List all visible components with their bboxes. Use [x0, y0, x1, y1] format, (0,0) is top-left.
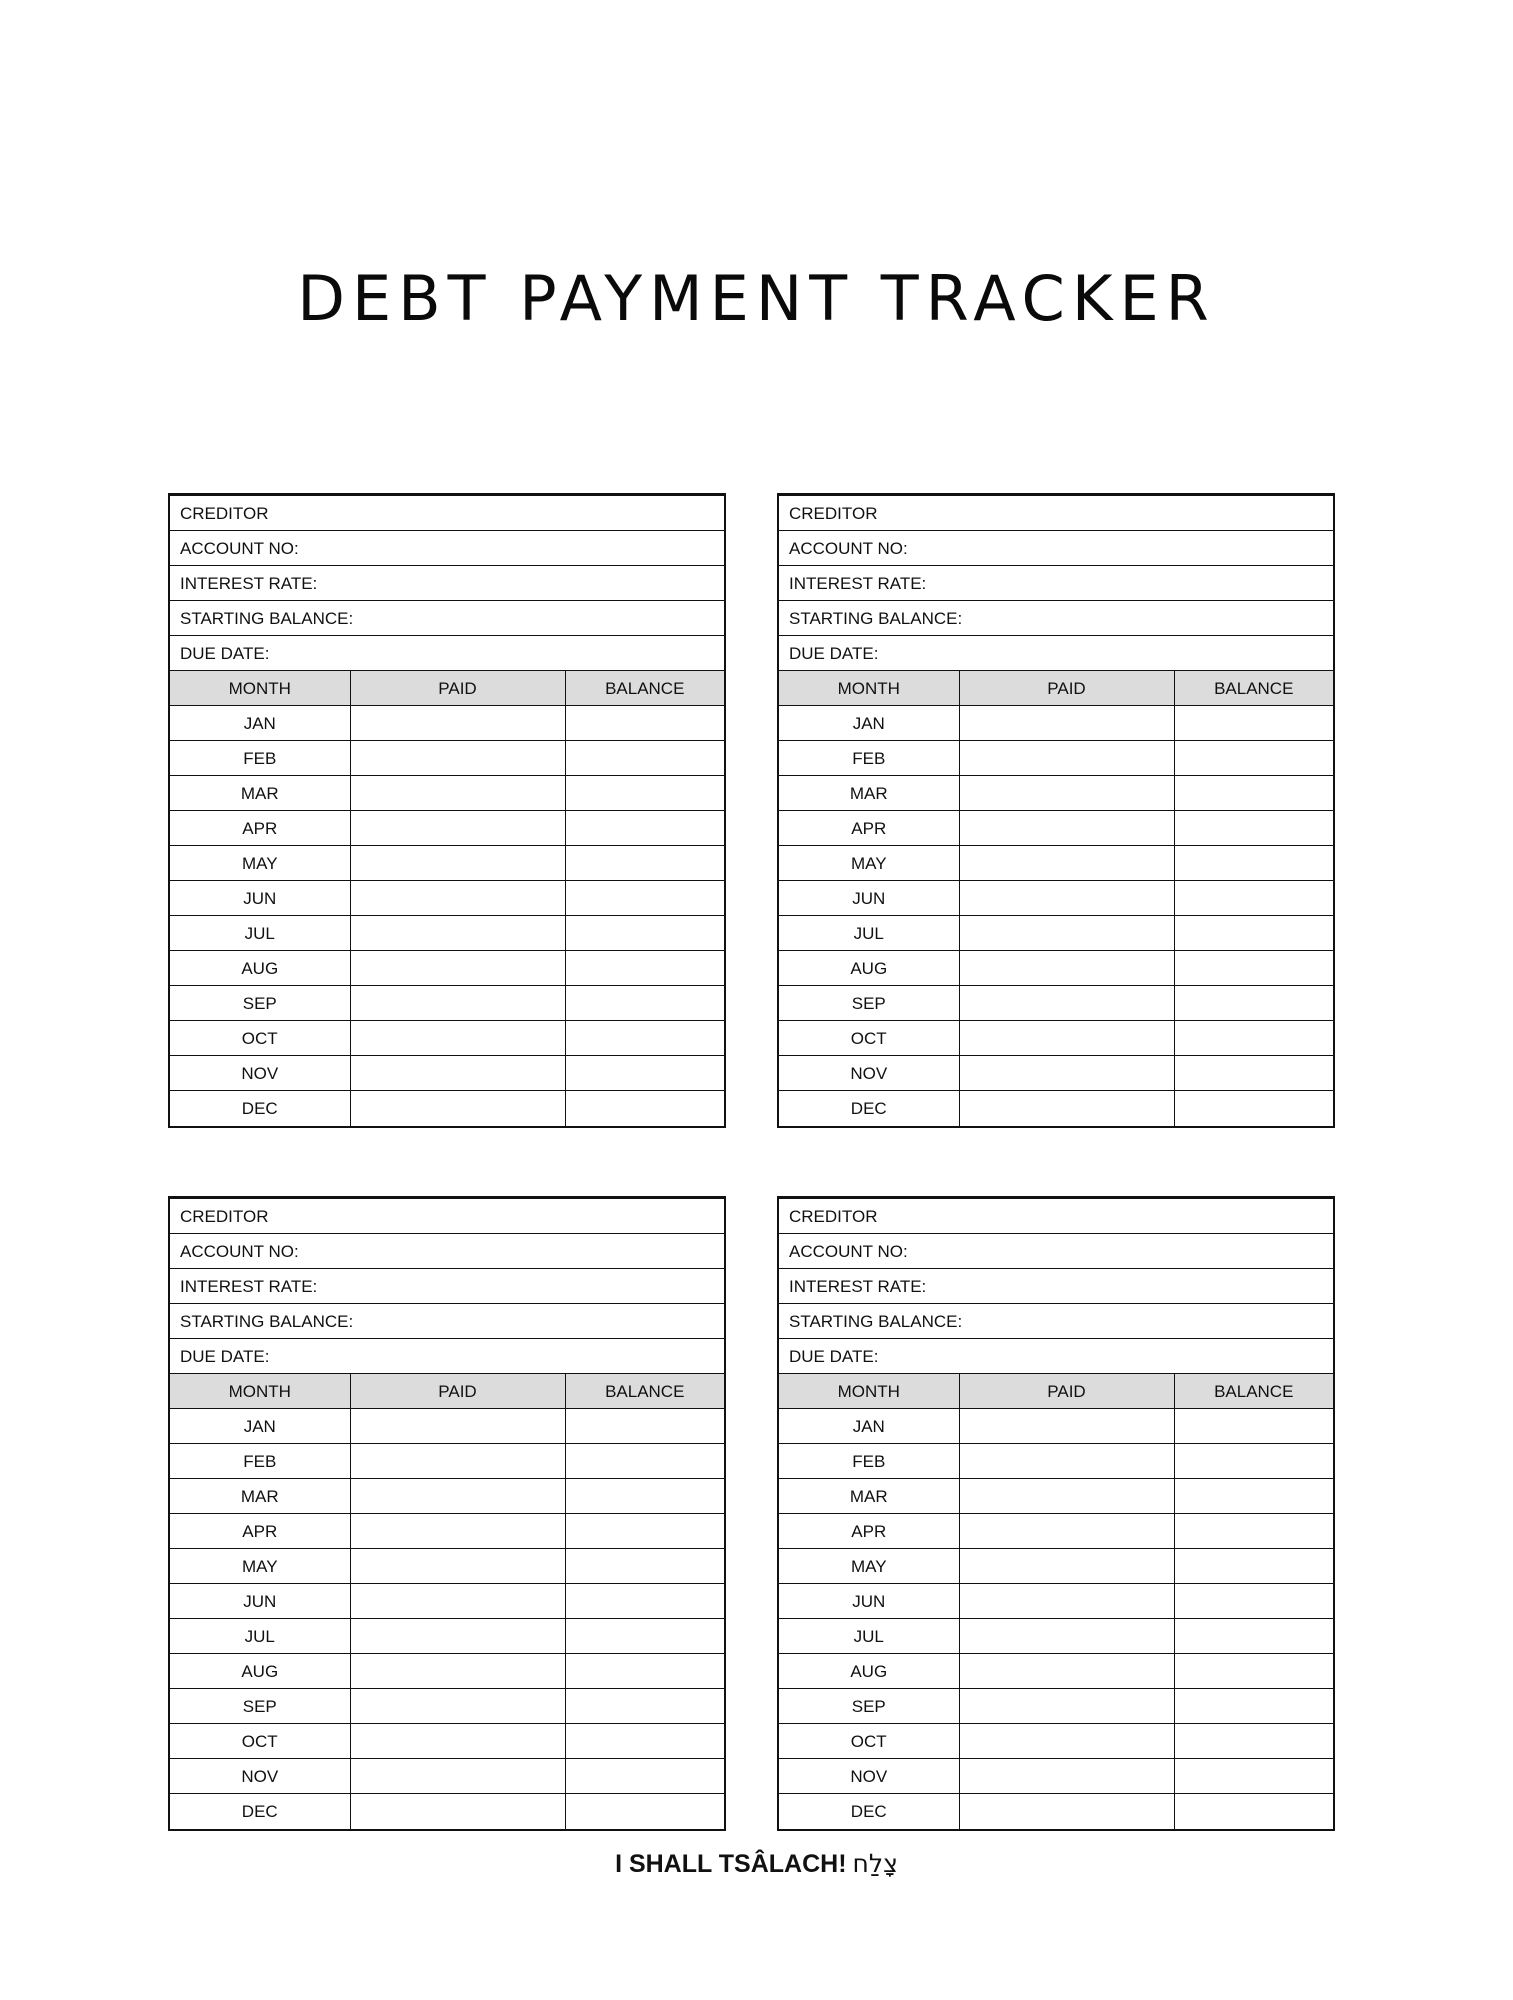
month-label: MAY — [170, 1549, 350, 1584]
paid-cell[interactable] — [350, 916, 565, 951]
month-row — [779, 1794, 1333, 1829]
balance-cell[interactable] — [565, 1619, 724, 1654]
info-row — [779, 531, 1333, 566]
balance-cell[interactable] — [1174, 916, 1333, 951]
paid-cell[interactable] — [959, 1444, 1174, 1479]
month-label: MAY — [779, 1549, 959, 1584]
month-label: FEB — [170, 741, 350, 776]
month-label: FEB — [779, 741, 959, 776]
month-row — [779, 916, 1333, 951]
info-row — [779, 601, 1333, 636]
column-header: PAID — [350, 1374, 565, 1409]
column-header: MONTH — [170, 1374, 350, 1409]
info-row — [170, 1199, 724, 1234]
paid-cell[interactable] — [959, 846, 1174, 881]
field-label[interactable]: ACCOUNT NO: — [779, 531, 1333, 566]
month-row — [779, 741, 1333, 776]
column-header: PAID — [350, 671, 565, 706]
paid-cell[interactable] — [350, 1056, 565, 1091]
month-label: MAY — [170, 846, 350, 881]
paid-cell[interactable] — [959, 986, 1174, 1021]
balance-cell[interactable] — [1174, 706, 1333, 741]
balance-cell[interactable] — [1174, 741, 1333, 776]
info-row — [779, 1339, 1333, 1374]
month-row — [779, 881, 1333, 916]
month-label: JAN — [779, 706, 959, 741]
month-row — [170, 1584, 724, 1619]
month-row — [170, 1409, 724, 1444]
balance-cell[interactable] — [1174, 1794, 1333, 1829]
balance-cell[interactable] — [1174, 881, 1333, 916]
paid-cell[interactable] — [959, 916, 1174, 951]
column-header: BALANCE — [565, 1374, 724, 1409]
field-label[interactable]: DUE DATE: — [779, 636, 1333, 671]
paid-cell[interactable] — [350, 706, 565, 741]
month-label: JUL — [170, 916, 350, 951]
debt-tracker-3 — [168, 1196, 726, 1831]
column-header: BALANCE — [1174, 1374, 1333, 1409]
balance-cell[interactable] — [1174, 1619, 1333, 1654]
balance-cell[interactable] — [1174, 1514, 1333, 1549]
paid-cell[interactable] — [959, 1409, 1174, 1444]
month-label: APR — [779, 1514, 959, 1549]
paid-cell[interactable] — [350, 1759, 565, 1794]
column-header: PAID — [959, 671, 1174, 706]
info-row — [779, 636, 1333, 671]
balance-cell[interactable] — [565, 1549, 724, 1584]
info-row — [779, 566, 1333, 601]
debt-tracker-4 — [777, 1196, 1335, 1831]
month-row — [170, 811, 724, 846]
month-label: AUG — [779, 951, 959, 986]
field-label[interactable]: INTEREST RATE: — [779, 1269, 1333, 1304]
field-label[interactable]: STARTING BALANCE: — [170, 1304, 724, 1339]
paid-cell[interactable] — [350, 1021, 565, 1056]
paid-cell[interactable] — [350, 1549, 565, 1584]
field-label[interactable]: DUE DATE: — [170, 1339, 724, 1374]
info-row — [779, 1304, 1333, 1339]
month-label: APR — [170, 811, 350, 846]
tracker-table — [170, 1198, 724, 1829]
info-row — [779, 1199, 1333, 1234]
month-row — [779, 951, 1333, 986]
month-row — [779, 776, 1333, 811]
balance-cell[interactable] — [1174, 1689, 1333, 1724]
balance-cell[interactable] — [565, 741, 724, 776]
field-label[interactable]: INTEREST RATE: — [170, 1269, 724, 1304]
paid-cell[interactable] — [959, 1091, 1174, 1126]
balance-cell[interactable] — [1174, 1056, 1333, 1091]
month-row — [779, 986, 1333, 1021]
info-row — [779, 1269, 1333, 1304]
month-label: OCT — [170, 1724, 350, 1759]
month-label: OCT — [779, 1724, 959, 1759]
paid-cell[interactable] — [959, 1654, 1174, 1689]
field-label[interactable]: STARTING BALANCE: — [779, 1304, 1333, 1339]
month-label: SEP — [779, 986, 959, 1021]
balance-cell[interactable] — [1174, 1759, 1333, 1794]
month-row — [170, 1759, 724, 1794]
paid-cell[interactable] — [350, 1724, 565, 1759]
field-label[interactable]: INTEREST RATE: — [170, 566, 724, 601]
paid-cell[interactable] — [959, 1021, 1174, 1056]
field-label[interactable]: STARTING BALANCE: — [170, 601, 724, 636]
month-label: NOV — [779, 1056, 959, 1091]
month-row — [779, 1689, 1333, 1724]
tracker-table — [779, 495, 1333, 1126]
balance-cell[interactable] — [565, 1056, 724, 1091]
paid-cell[interactable] — [350, 1091, 565, 1126]
paid-cell[interactable] — [959, 1619, 1174, 1654]
month-row — [170, 1654, 724, 1689]
balance-cell[interactable] — [1174, 1021, 1333, 1056]
balance-cell[interactable] — [565, 1409, 724, 1444]
debt-tracker-1 — [168, 493, 726, 1128]
month-label: DEC — [170, 1794, 350, 1829]
month-label: APR — [170, 1514, 350, 1549]
paid-cell[interactable] — [959, 881, 1174, 916]
month-row — [170, 1794, 724, 1829]
month-row — [779, 1409, 1333, 1444]
balance-cell[interactable] — [565, 1794, 724, 1829]
footer-motto — [0, 1848, 1513, 1880]
balance-cell[interactable] — [565, 1584, 724, 1619]
paid-cell[interactable] — [350, 741, 565, 776]
month-row — [779, 1056, 1333, 1091]
month-row — [170, 1479, 724, 1514]
balance-cell[interactable] — [565, 1444, 724, 1479]
field-label[interactable]: ACCOUNT NO: — [170, 531, 724, 566]
paid-cell[interactable] — [959, 1724, 1174, 1759]
month-label: AUG — [170, 951, 350, 986]
column-header: PAID — [959, 1374, 1174, 1409]
column-header: MONTH — [170, 671, 350, 706]
paid-cell[interactable] — [350, 1479, 565, 1514]
month-label: JAN — [170, 706, 350, 741]
balance-cell[interactable] — [565, 916, 724, 951]
month-row — [779, 1021, 1333, 1056]
balance-cell[interactable] — [565, 1759, 724, 1794]
tracker-table — [779, 1198, 1333, 1829]
paid-cell[interactable] — [959, 1584, 1174, 1619]
field-label[interactable]: CREDITOR — [779, 496, 1333, 531]
month-label: DEC — [779, 1091, 959, 1126]
month-row — [779, 1091, 1333, 1126]
balance-cell[interactable] — [565, 1021, 724, 1056]
month-label: JUL — [170, 1619, 350, 1654]
month-row — [779, 1619, 1333, 1654]
month-label: DEC — [779, 1794, 959, 1829]
field-label[interactable]: STARTING BALANCE: — [779, 601, 1333, 636]
balance-cell[interactable] — [1174, 811, 1333, 846]
month-row — [170, 1444, 724, 1479]
month-label: OCT — [170, 1021, 350, 1056]
month-row — [170, 1514, 724, 1549]
month-row — [779, 1479, 1333, 1514]
month-label: JUN — [779, 881, 959, 916]
field-label[interactable]: ACCOUNT NO: — [170, 1234, 724, 1269]
month-label: JUN — [170, 881, 350, 916]
month-label: AUG — [170, 1654, 350, 1689]
balance-cell[interactable] — [565, 1724, 724, 1759]
month-row — [170, 1056, 724, 1091]
month-label: JAN — [170, 1409, 350, 1444]
field-label[interactable]: DUE DATE: — [779, 1339, 1333, 1374]
balance-cell[interactable] — [1174, 1724, 1333, 1759]
paid-cell[interactable] — [350, 1619, 565, 1654]
info-row — [779, 496, 1333, 531]
column-header-row — [779, 671, 1333, 706]
paid-cell[interactable] — [350, 1409, 565, 1444]
month-row — [779, 1444, 1333, 1479]
info-row — [170, 601, 724, 636]
column-header: MONTH — [779, 1374, 959, 1409]
info-row — [170, 1304, 724, 1339]
balance-cell[interactable] — [1174, 1479, 1333, 1514]
month-row — [779, 1514, 1333, 1549]
info-row — [170, 1269, 724, 1304]
paid-cell[interactable] — [350, 1794, 565, 1829]
month-row — [779, 1759, 1333, 1794]
month-row — [779, 1584, 1333, 1619]
column-header-row — [779, 1374, 1333, 1409]
balance-cell[interactable] — [1174, 1409, 1333, 1444]
month-label: JUN — [170, 1584, 350, 1619]
footer-text: I SHALL TSÂLACH! — [615, 1850, 847, 1878]
info-row — [170, 496, 724, 531]
balance-cell[interactable] — [1174, 846, 1333, 881]
paid-cell[interactable] — [959, 951, 1174, 986]
month-row — [170, 1619, 724, 1654]
balance-cell[interactable] — [565, 1514, 724, 1549]
month-label: AUG — [779, 1654, 959, 1689]
balance-cell[interactable] — [565, 986, 724, 1021]
balance-cell[interactable] — [1174, 776, 1333, 811]
balance-cell[interactable] — [565, 881, 724, 916]
month-label: DEC — [170, 1091, 350, 1126]
balance-cell[interactable] — [565, 1689, 724, 1724]
paid-cell[interactable] — [350, 811, 565, 846]
info-row — [170, 1339, 724, 1374]
paid-cell[interactable] — [959, 1479, 1174, 1514]
paid-cell[interactable] — [350, 1444, 565, 1479]
balance-cell[interactable] — [1174, 1091, 1333, 1126]
balance-cell[interactable] — [1174, 1549, 1333, 1584]
month-row — [170, 1689, 724, 1724]
balance-cell[interactable] — [1174, 1654, 1333, 1689]
balance-cell[interactable] — [565, 1091, 724, 1126]
balance-cell[interactable] — [565, 846, 724, 881]
month-label: JAN — [779, 1409, 959, 1444]
month-row — [779, 706, 1333, 741]
paid-cell[interactable] — [959, 1689, 1174, 1724]
paid-cell[interactable] — [350, 846, 565, 881]
month-row — [170, 986, 724, 1021]
paid-cell[interactable] — [350, 951, 565, 986]
paid-cell[interactable] — [959, 1759, 1174, 1794]
column-header: BALANCE — [1174, 671, 1333, 706]
month-row — [779, 811, 1333, 846]
column-header: BALANCE — [565, 671, 724, 706]
footer-hebrew: צָלַח — [852, 1849, 898, 1878]
month-label: NOV — [170, 1056, 350, 1091]
debt-tracker-2 — [777, 493, 1335, 1128]
month-row — [779, 1654, 1333, 1689]
balance-cell[interactable] — [565, 951, 724, 986]
info-row — [170, 636, 724, 671]
info-row — [170, 1234, 724, 1269]
balance-cell[interactable] — [1174, 986, 1333, 1021]
info-row — [170, 566, 724, 601]
paid-cell[interactable] — [350, 1514, 565, 1549]
month-label: JUN — [779, 1584, 959, 1619]
month-row — [170, 1021, 724, 1056]
page-title: DEBT PAYMENT TRACKER — [297, 262, 1216, 335]
column-header-row — [170, 671, 724, 706]
month-row — [779, 1549, 1333, 1584]
tracker-table — [170, 495, 724, 1126]
paid-cell[interactable] — [350, 1654, 565, 1689]
paid-cell[interactable] — [350, 881, 565, 916]
balance-cell[interactable] — [1174, 1584, 1333, 1619]
paid-cell[interactable] — [959, 776, 1174, 811]
month-label: NOV — [779, 1759, 959, 1794]
month-label: OCT — [779, 1021, 959, 1056]
paid-cell[interactable] — [959, 706, 1174, 741]
field-label[interactable]: CREDITOR — [170, 1199, 724, 1234]
month-label: SEP — [170, 1689, 350, 1724]
field-label[interactable]: ACCOUNT NO: — [779, 1234, 1333, 1269]
balance-cell[interactable] — [1174, 1444, 1333, 1479]
paid-cell[interactable] — [959, 1549, 1174, 1584]
info-row — [779, 1234, 1333, 1269]
column-header: MONTH — [779, 671, 959, 706]
balance-cell[interactable] — [1174, 951, 1333, 986]
paid-cell[interactable] — [959, 1514, 1174, 1549]
month-label: MAY — [779, 846, 959, 881]
month-label: MAR — [170, 776, 350, 811]
month-label: SEP — [170, 986, 350, 1021]
month-label: SEP — [779, 1689, 959, 1724]
month-label: FEB — [779, 1444, 959, 1479]
balance-cell[interactable] — [565, 706, 724, 741]
month-label: JUL — [779, 1619, 959, 1654]
month-row — [779, 846, 1333, 881]
paid-cell[interactable] — [959, 1056, 1174, 1091]
month-row — [170, 741, 724, 776]
month-row — [170, 846, 724, 881]
month-row — [170, 881, 724, 916]
month-row — [779, 1724, 1333, 1759]
paid-cell[interactable] — [959, 741, 1174, 776]
field-label[interactable]: CREDITOR — [170, 496, 724, 531]
paid-cell[interactable] — [959, 1794, 1174, 1829]
field-label[interactable]: CREDITOR — [779, 1199, 1333, 1234]
paid-cell[interactable] — [350, 776, 565, 811]
paid-cell[interactable] — [350, 986, 565, 1021]
month-label: FEB — [170, 1444, 350, 1479]
paid-cell[interactable] — [350, 1689, 565, 1724]
month-row — [170, 1724, 724, 1759]
month-label: JUL — [779, 916, 959, 951]
month-row — [170, 1549, 724, 1584]
balance-cell[interactable] — [565, 1479, 724, 1514]
paid-cell[interactable] — [350, 1584, 565, 1619]
month-label: NOV — [170, 1759, 350, 1794]
column-header-row — [170, 1374, 724, 1409]
month-row — [170, 951, 724, 986]
field-label[interactable]: INTEREST RATE: — [779, 566, 1333, 601]
balance-cell[interactable] — [565, 1654, 724, 1689]
month-row — [170, 916, 724, 951]
month-row — [170, 776, 724, 811]
balance-cell[interactable] — [565, 811, 724, 846]
field-label[interactable]: DUE DATE: — [170, 636, 724, 671]
month-row — [170, 706, 724, 741]
month-label: MAR — [779, 776, 959, 811]
info-row — [170, 531, 724, 566]
balance-cell[interactable] — [565, 776, 724, 811]
month-label: MAR — [170, 1479, 350, 1514]
month-label: APR — [779, 811, 959, 846]
month-row — [170, 1091, 724, 1126]
paid-cell[interactable] — [959, 811, 1174, 846]
month-label: MAR — [779, 1479, 959, 1514]
